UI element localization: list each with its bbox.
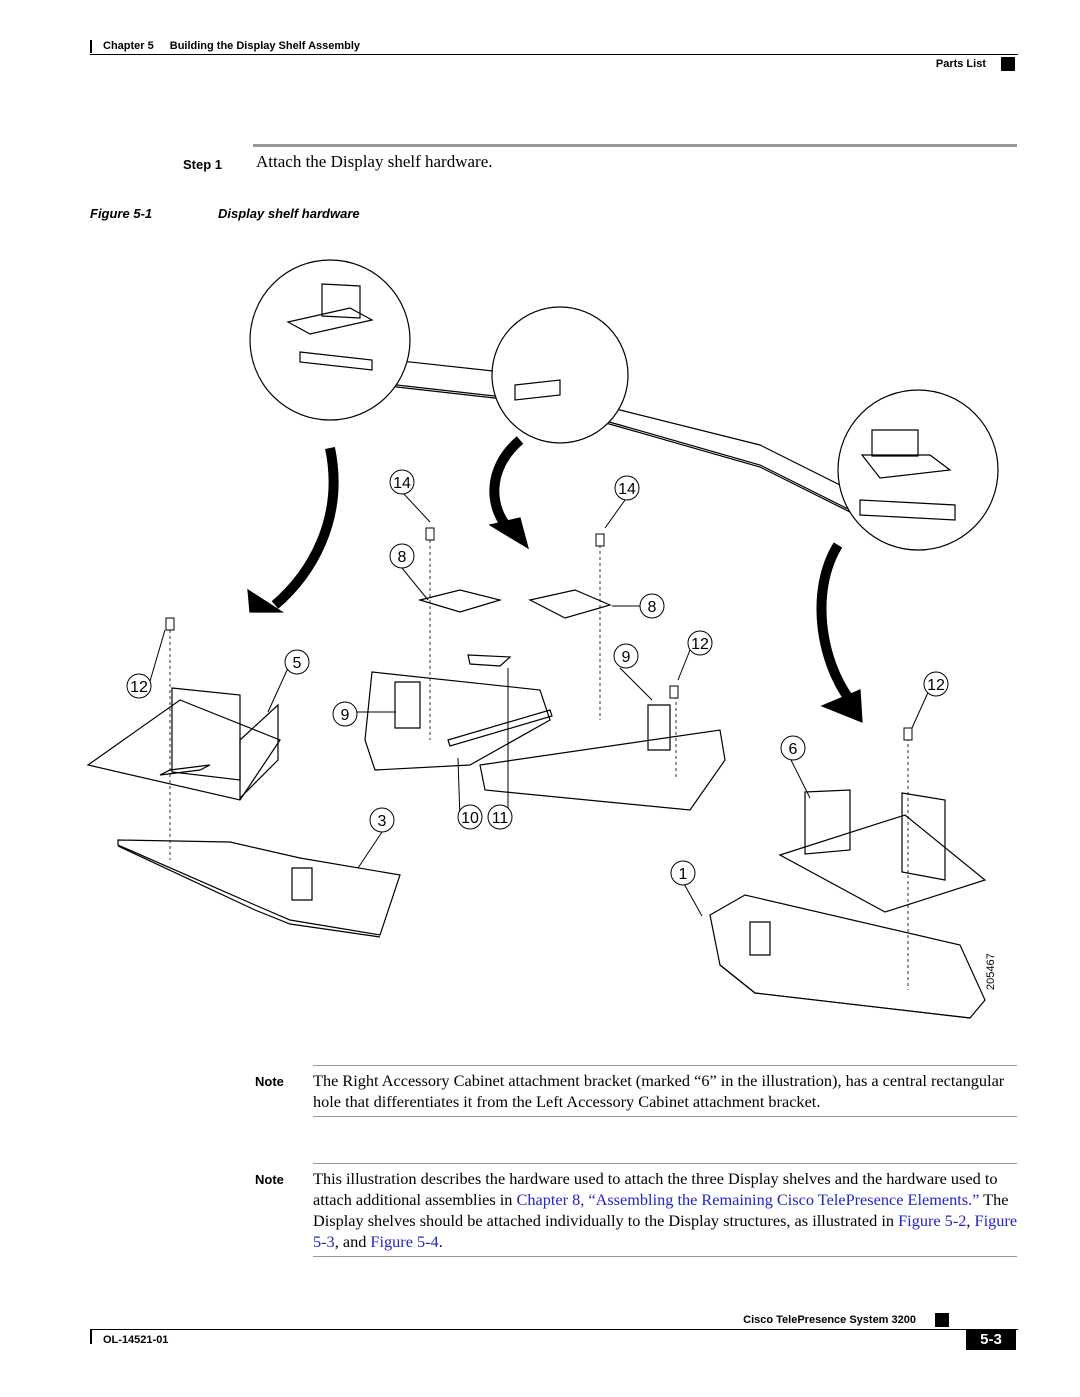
chapter-8-link[interactable]: Chapter 8, “Assembling the Remaining Cisco TelePresence Elements.” bbox=[516, 1190, 980, 1209]
callout-12-left: 12 bbox=[130, 679, 148, 696]
step-label: Step 1 bbox=[183, 157, 223, 172]
callout-6: 6 bbox=[788, 741, 798, 758]
note-2-label: Note bbox=[255, 1172, 284, 1187]
callout-12-center: 12 bbox=[691, 636, 709, 653]
page-number: 5-3 bbox=[966, 1330, 1016, 1350]
header-rule bbox=[90, 54, 1018, 55]
callout-9-right: 9 bbox=[621, 649, 631, 666]
footer-product: Cisco TelePresence System 3200 bbox=[743, 1314, 916, 1326]
callout-3: 3 bbox=[377, 813, 387, 830]
footer-rule bbox=[90, 1329, 1018, 1330]
running-header bbox=[103, 40, 360, 52]
note-2-top-rule bbox=[313, 1163, 1017, 1164]
chapter-title: Building the Display Shelf Assembly bbox=[169, 40, 361, 52]
note-1-top-rule bbox=[313, 1065, 1017, 1066]
note-1-label: Note bbox=[255, 1074, 284, 1089]
callout-8-left: 8 bbox=[397, 549, 407, 566]
note-2-text-a: This illustration describes the hardware used to attach the three Display shelves and the hardware used to attach additional assemblies in bbox=[313, 1169, 998, 1209]
callout-11: 11 bbox=[491, 810, 509, 827]
note-2-sep-2: , and bbox=[334, 1232, 371, 1251]
step-rule bbox=[253, 144, 1017, 147]
note-2-text bbox=[313, 1168, 1018, 1252]
callout-9-left: 9 bbox=[340, 707, 350, 724]
note-2-end: . bbox=[438, 1232, 443, 1251]
note-2-bottom-rule bbox=[313, 1256, 1017, 1257]
callout-10: 10 bbox=[461, 810, 479, 827]
chapter-number: Chapter 5 bbox=[103, 40, 154, 52]
figure-5-3-link[interactable]: Figure 5-3 bbox=[313, 1211, 1018, 1251]
art-id: 205467 bbox=[985, 953, 997, 990]
footer-marker bbox=[935, 1313, 949, 1327]
step-text: Attach the Display shelf hardware. bbox=[256, 152, 493, 171]
display-shelf-hardware-illustration bbox=[80, 235, 1020, 1025]
figure-number: Figure 5-1 bbox=[90, 206, 153, 221]
note-1-text: The Right Accessory Cabinet attachment bracket (marked “6” in the illustration), has a central rectangular hole that differentiates it from the Left Accessory Cabinet attachment bracket. bbox=[313, 1071, 1005, 1111]
callout-8-right: 8 bbox=[647, 599, 657, 616]
figure-title: Display shelf hardware bbox=[218, 206, 360, 221]
header-marker bbox=[1001, 57, 1015, 71]
callout-1: 1 bbox=[678, 866, 688, 883]
figure-5-4-link[interactable]: Figure 5-4 bbox=[370, 1232, 439, 1251]
note-1-bottom-rule bbox=[313, 1116, 1017, 1117]
callout-14-right: 14 bbox=[618, 481, 636, 498]
callout-12-right: 12 bbox=[927, 677, 945, 694]
header-bar bbox=[90, 40, 92, 53]
note-2-text-b: The Display shelves should be attached individually to the Display structures, as illustrated in bbox=[313, 1190, 1009, 1230]
section-name: Parts List bbox=[935, 58, 986, 70]
footer-bar bbox=[90, 1330, 92, 1344]
callout-14-left: 14 bbox=[393, 475, 411, 492]
doc-number: OL-14521-01 bbox=[103, 1334, 169, 1346]
callout-5: 5 bbox=[292, 655, 302, 672]
note-2-sep-1: , bbox=[966, 1211, 975, 1230]
figure-5-2-link[interactable]: Figure 5-2 bbox=[898, 1211, 967, 1230]
